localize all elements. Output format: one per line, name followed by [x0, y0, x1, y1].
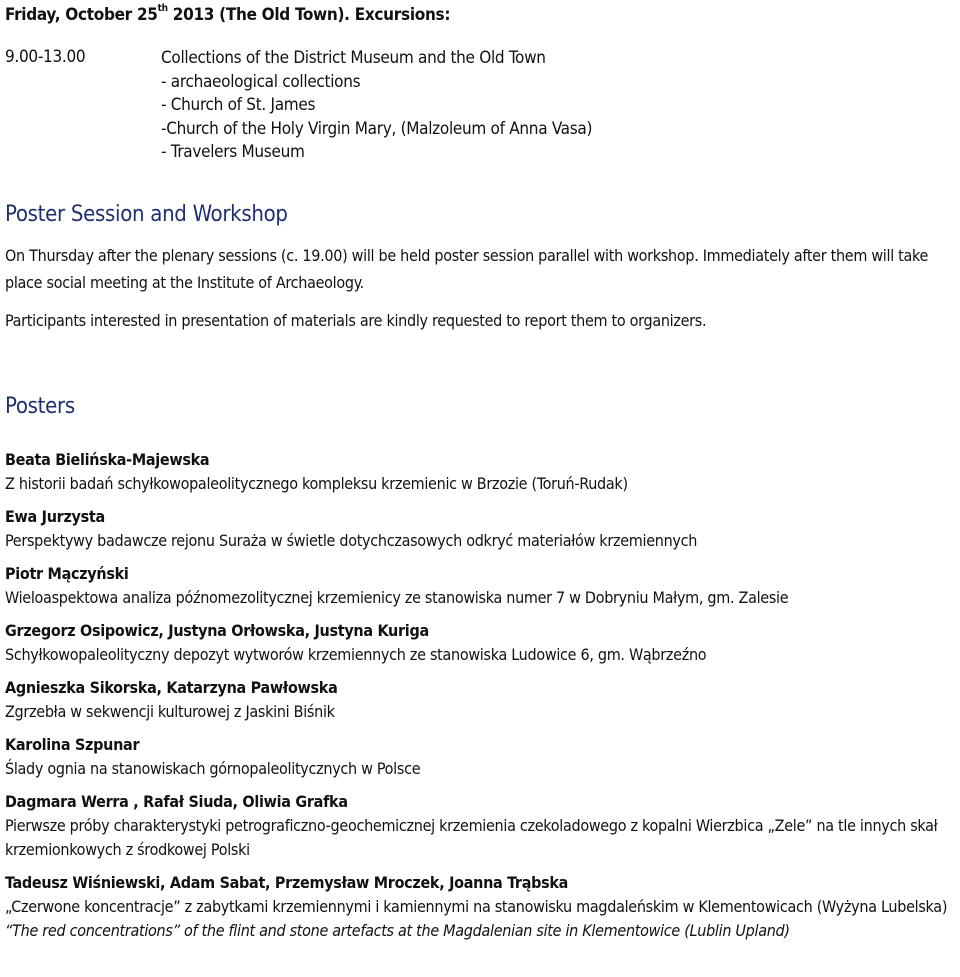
poster-item	[5, 505, 957, 553]
poster-authors: Karolina Szpunar	[5, 735, 140, 754]
poster-title: „Czerwone koncentracje” z zabytkami krzemiennymi i kamiennymi na stanowisku magdaleńskim w Klementowicach (Wyżyna Lubelska)	[5, 897, 948, 916]
excursion-item: - Travelers Museum	[161, 142, 305, 162]
poster-authors: Beata Bielińska-Majewska	[5, 450, 210, 469]
day-header-prefix: Friday, October 25	[5, 5, 158, 25]
poster-authors: Piotr Mączyński	[5, 564, 129, 583]
poster-title-english: “The red concentrations” of the flint and stone artefacts at the Magdalenian site in Klementowice (Lublin Upland)	[5, 921, 790, 940]
document-page	[5, 0, 957, 977]
poster-item	[5, 733, 957, 781]
poster-title: Schyłkowopaleolityczny depozyt wytworów krzemiennych ze stanowiska Ludowice 6, gm. Wąbrzeźno	[5, 645, 707, 664]
day-header-superscript: th	[157, 3, 168, 15]
excursion-item: - Church of St. James	[161, 95, 316, 115]
poster-title: Z historii badań schyłkowopaleolitycznego kompleksu krzemienic w Brzozie (Toruń-Rudak)	[5, 474, 628, 493]
poster-title: Pierwsze próby charakterystyki petrograficzno-geochemicznej krzemienia czekoladowego z kopalni Wierzbica „Zele” na tle innych skał krzemionkowych z środkowej Polski	[5, 816, 938, 859]
poster-item	[5, 871, 957, 943]
poster-list	[5, 448, 957, 952]
poster-session-heading: Poster Session and Workshop	[5, 202, 288, 227]
poster-authors: Agnieszka Sikorska, Katarzyna Pawłowska	[5, 678, 338, 697]
poster-item	[5, 790, 957, 862]
day-header	[5, 5, 450, 25]
poster-title: Perspektywy badawcze rejonu Suraża w świetle dotychczasowych odkryć materiałów krzemiennych	[5, 531, 698, 550]
poster-item	[5, 448, 957, 496]
poster-authors: Dagmara Werra , Rafał Siuda, Oliwia Grafka	[5, 792, 348, 811]
excursion-time: 9.00-13.00	[5, 47, 86, 67]
excursion-item: -Church of the Holy Virgin Mary, (Malzoleum of Anna Vasa)	[161, 118, 593, 139]
poster-title: Zgrzebła w sekwencji kulturowej z Jaskini Biśnik	[5, 702, 335, 721]
poster-session-paragraph-2: Participants interested in presentation of materials are kindly requested to report them to organizers.	[5, 311, 707, 330]
posters-heading: Posters	[5, 394, 75, 419]
poster-title: Wieloaspektowa analiza późnomezolitycznej krzemienicy ze stanowiska numer 7 w Dobryniu Małym, gm. Zalesie	[5, 588, 789, 607]
poster-item	[5, 619, 957, 667]
poster-authors: Tadeusz Wiśniewski, Adam Sabat, Przemysław Mroczek, Joanna Trąbska	[5, 873, 569, 892]
excursion-item: - archaeological collections	[161, 71, 361, 92]
poster-authors: Ewa Jurzysta	[5, 507, 105, 526]
excursion-item: Collections of the District Museum and the Old Town	[161, 48, 546, 68]
poster-session-paragraph-1: On Thursday after the plenary sessions (c. 19.00) will be held poster session parallel with workshop. Immediately after them will take place social meeting at the Institute of Archaeology.	[5, 246, 929, 292]
day-header-suffix: 2013 (The Old Town). Excursions:	[167, 5, 451, 25]
poster-authors: Grzegorz Osipowicz, Justyna Orłowska, Justyna Kuriga	[5, 621, 429, 640]
poster-item	[5, 676, 957, 724]
poster-item	[5, 562, 957, 610]
excursion-list	[161, 47, 592, 165]
poster-title: Ślady ognia na stanowiskach górnopaleolitycznych w Polsce	[5, 759, 421, 778]
